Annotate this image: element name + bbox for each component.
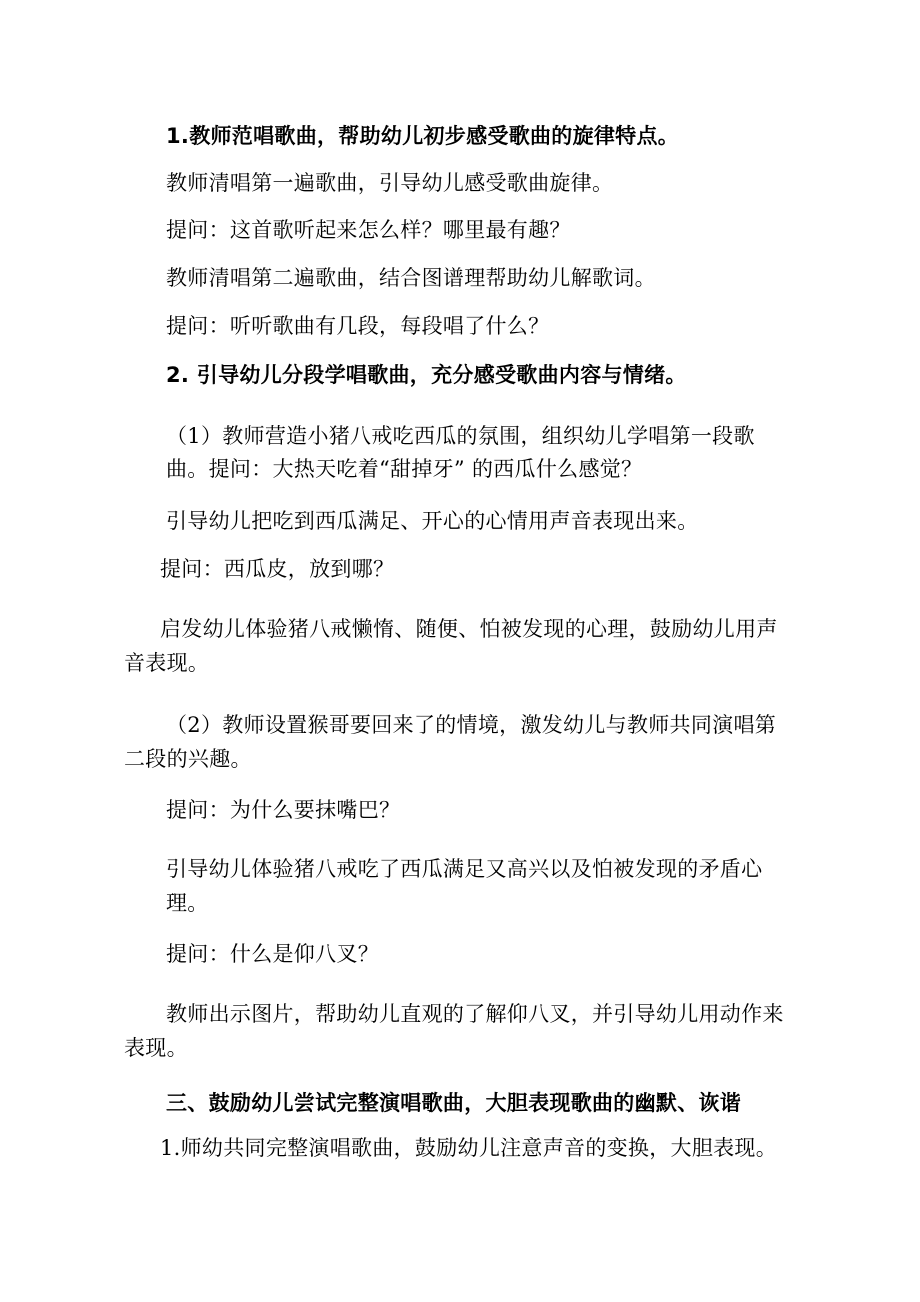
paragraph-line: 引导幼儿体验猪八戒吃了西瓜满足又高兴以及怕被发现的矛盾心 [166,857,763,881]
question-line: 提问：这首歌听起来怎么样？哪里最有趣？ [166,218,571,242]
paragraph-line: （2）教师设置猴哥要回来了的情境，激发幼儿与教师共同演唱第 [166,713,777,737]
paragraph-line: 启发幼儿体验猪八戒懒惰、随便、怕被发现的心理，鼓励幼儿用声 [160,617,778,641]
question-line: 提问：为什么要抹嘴巴？ [166,798,401,822]
paragraph-line: 音表现。 [124,651,210,675]
step-heading-2: 2. 引导幼儿分段学唱歌曲，充分感受歌曲内容与情绪。 [166,363,687,387]
question-line: 提问：听听歌曲有几段，每段唱了什么？ [166,314,550,338]
section-heading-3: 三、鼓励幼儿尝试完整演唱歌曲，大胆表现歌曲的幽默、诙谐 [166,1091,742,1115]
step-heading-1: 1.教师范唱歌曲，帮助幼儿初步感受歌曲的旋律特点。 [166,124,680,148]
paragraph-line: 1.师幼共同完整演唱歌曲，鼓励幼儿注意声音的变换，大胆表现。 [160,1136,778,1160]
paragraph-line: 二段的兴趣。 [124,747,252,771]
question-line: 提问：西瓜皮，放到哪？ [160,557,395,581]
paragraph-line: （1）教师营造小猪八戒吃西瓜的氛围，组织幼儿学唱第一段歌 [166,424,755,448]
question-line: 提问：什么是仰八叉？ [166,942,379,966]
paragraph-line: 教师出示图片，帮助幼儿直观的了解仰八叉，并引导幼儿用动作来 [166,1002,784,1026]
paragraph-line: 理。 [166,891,209,915]
paragraph-line: 引导幼儿把吃到西瓜满足、开心的心情用声音表现出来。 [166,509,699,533]
paragraph-line: 教师清唱第二遍歌曲，结合图谱理帮助幼儿解歌词。 [166,266,656,290]
paragraph-line: 教师清唱第一遍歌曲，引导幼儿感受歌曲旋律。 [166,171,614,195]
paragraph-line: 表现。 [124,1036,188,1060]
paragraph-line: 曲。提问：大热天吃着“甜掉牙” 的西瓜什么感觉？ [166,457,643,481]
